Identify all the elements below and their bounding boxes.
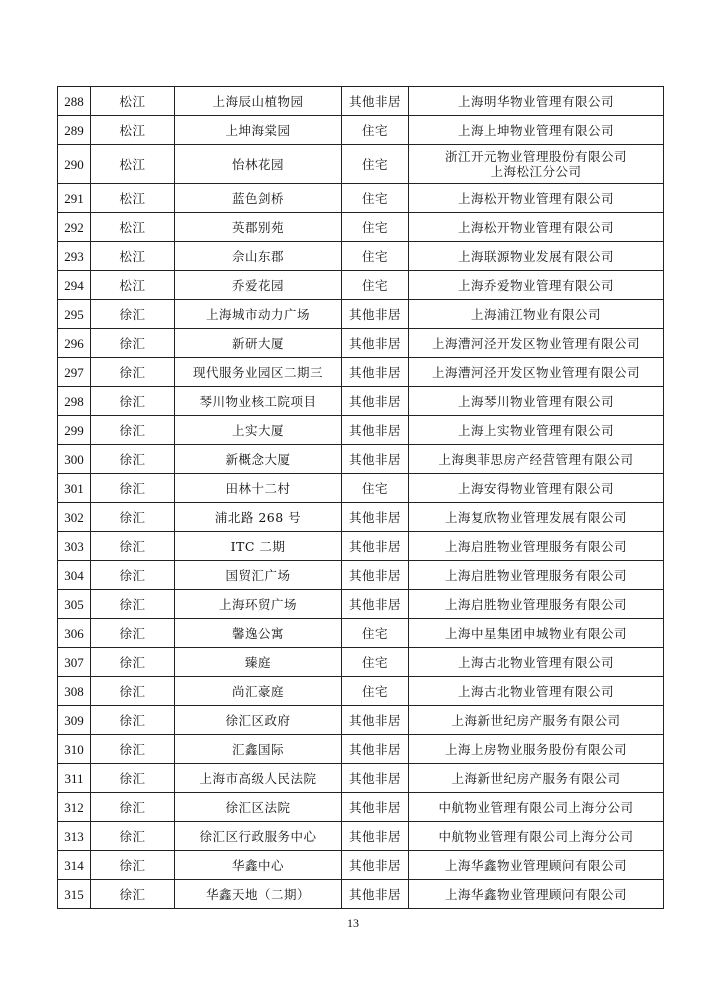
district-cell: 徐汇 (91, 387, 175, 416)
management-company-cell: 上海漕河泾开发区物业管理有限公司 (409, 329, 664, 358)
row-number-cell: 309 (58, 706, 91, 735)
row-number-cell: 293 (58, 242, 91, 271)
management-company-cell: 上海启胜物业管理服务有限公司 (409, 532, 664, 561)
property-name-cell: 上坤海棠园 (175, 116, 342, 145)
property-name-cell: 英郡别苑 (175, 213, 342, 242)
district-cell: 徐汇 (91, 793, 175, 822)
property-type-cell: 其他非居 (342, 764, 409, 793)
row-number-cell: 299 (58, 416, 91, 445)
district-cell: 徐汇 (91, 822, 175, 851)
property-name-cell: 馨逸公寓 (175, 619, 342, 648)
district-cell: 徐汇 (91, 735, 175, 764)
table-row (58, 503, 664, 532)
district-cell: 徐汇 (91, 329, 175, 358)
district-cell: 松江 (91, 213, 175, 242)
property-name-cell: 臻庭 (175, 648, 342, 677)
property-type-cell: 住宅 (342, 619, 409, 648)
district-cell: 徐汇 (91, 677, 175, 706)
district-cell: 徐汇 (91, 358, 175, 387)
property-name-cell: 上实大厦 (175, 416, 342, 445)
management-company-cell: 上海安得物业管理有限公司 (409, 474, 664, 503)
property-type-cell: 住宅 (342, 213, 409, 242)
table-row (58, 329, 664, 358)
property-type-cell: 住宅 (342, 116, 409, 145)
row-number-cell: 294 (58, 271, 91, 300)
row-number-cell: 298 (58, 387, 91, 416)
table-row (58, 145, 664, 184)
table-row (58, 300, 664, 329)
property-name-cell: 琴川物业核工院项目 (175, 387, 342, 416)
property-type-cell: 其他非居 (342, 706, 409, 735)
district-cell: 松江 (91, 271, 175, 300)
table-row (58, 532, 664, 561)
property-type-cell: 其他非居 (342, 532, 409, 561)
management-company-cell: 上海琴川物业管理有限公司 (409, 387, 664, 416)
property-type-cell: 其他非居 (342, 590, 409, 619)
table-row (58, 416, 664, 445)
district-cell: 松江 (91, 242, 175, 271)
table-row (58, 793, 664, 822)
property-name-cell: 尚汇豪庭 (175, 677, 342, 706)
property-type-cell: 住宅 (342, 677, 409, 706)
management-company-cell: 上海新世纪房产服务有限公司 (409, 764, 664, 793)
table-row (58, 677, 664, 706)
row-number-cell: 303 (58, 532, 91, 561)
management-company-cell: 上海奥菲思房产经营管理有限公司 (409, 445, 664, 474)
property-name-cell: 乔爱花园 (175, 271, 342, 300)
row-number-cell: 301 (58, 474, 91, 503)
row-number-cell: 290 (58, 145, 91, 184)
property-type-cell: 其他非居 (342, 87, 409, 116)
row-number-cell: 313 (58, 822, 91, 851)
property-type-cell: 其他非居 (342, 735, 409, 764)
management-company-cell: 上海复欣物业管理发展有限公司 (409, 503, 664, 532)
row-number-cell: 289 (58, 116, 91, 145)
property-name-cell: 新概念大厦 (175, 445, 342, 474)
property-type-cell: 其他非居 (342, 300, 409, 329)
management-company-cell: 上海明华物业管理有限公司 (409, 87, 664, 116)
property-table (57, 86, 664, 909)
management-company-cell: 上海启胜物业管理服务有限公司 (409, 561, 664, 590)
management-company-cell: 上海新世纪房产服务有限公司 (409, 706, 664, 735)
table-row (58, 242, 664, 271)
row-number-cell: 297 (58, 358, 91, 387)
management-company-cell: 上海上房物业服务股份有限公司 (409, 735, 664, 764)
property-type-cell: 住宅 (342, 145, 409, 184)
management-company-cell: 上海上实物业管理有限公司 (409, 416, 664, 445)
property-name-cell: 汇鑫国际 (175, 735, 342, 764)
property-name-cell: 徐汇区法院 (175, 793, 342, 822)
property-type-cell: 住宅 (342, 271, 409, 300)
row-number-cell: 314 (58, 851, 91, 880)
table-row (58, 735, 664, 764)
property-name-cell: 上海环贸广场 (175, 590, 342, 619)
table-row (58, 184, 664, 213)
management-company-cell: 浙江开元物业管理股份有限公司 上海松江分公司 (409, 145, 664, 184)
row-number-cell: 311 (58, 764, 91, 793)
row-number-cell: 302 (58, 503, 91, 532)
row-number-cell: 295 (58, 300, 91, 329)
property-type-cell: 其他非居 (342, 358, 409, 387)
management-company-cell: 中航物业管理有限公司上海分公司 (409, 793, 664, 822)
table-row (58, 213, 664, 242)
table-row (58, 116, 664, 145)
property-type-cell: 其他非居 (342, 793, 409, 822)
district-cell: 徐汇 (91, 503, 175, 532)
property-name-cell: 新研大厦 (175, 329, 342, 358)
row-number-cell: 296 (58, 329, 91, 358)
table-row (58, 271, 664, 300)
row-number-cell: 308 (58, 677, 91, 706)
district-cell: 徐汇 (91, 764, 175, 793)
district-cell: 松江 (91, 87, 175, 116)
table-row (58, 851, 664, 880)
management-company-cell: 上海松开物业管理有限公司 (409, 184, 664, 213)
district-cell: 徐汇 (91, 300, 175, 329)
district-cell: 徐汇 (91, 619, 175, 648)
property-type-cell: 住宅 (342, 242, 409, 271)
table-row (58, 590, 664, 619)
district-cell: 徐汇 (91, 561, 175, 590)
property-table-body (58, 87, 664, 909)
management-company-cell: 上海乔爱物业管理有限公司 (409, 271, 664, 300)
table-row (58, 445, 664, 474)
management-company-cell: 上海上坤物业管理有限公司 (409, 116, 664, 145)
management-company-cell: 上海古北物业管理有限公司 (409, 677, 664, 706)
district-cell: 徐汇 (91, 590, 175, 619)
property-name-cell: 华鑫中心 (175, 851, 342, 880)
row-number-cell: 304 (58, 561, 91, 590)
property-name-cell: 怡林花园 (175, 145, 342, 184)
table-row (58, 387, 664, 416)
district-cell: 徐汇 (91, 445, 175, 474)
table-row (58, 561, 664, 590)
property-name-cell: 上海城市动力广场 (175, 300, 342, 329)
property-name-cell: 华鑫天地（二期） (175, 880, 342, 909)
property-type-cell: 其他非居 (342, 329, 409, 358)
district-cell: 徐汇 (91, 648, 175, 677)
district-cell: 松江 (91, 116, 175, 145)
property-type-cell: 其他非居 (342, 416, 409, 445)
management-company-cell: 上海漕河泾开发区物业管理有限公司 (409, 358, 664, 387)
table-row (58, 706, 664, 735)
property-name-cell: 佘山东郡 (175, 242, 342, 271)
page-number: 13 (347, 916, 359, 930)
table-row (58, 87, 664, 116)
table-row (58, 880, 664, 909)
property-type-cell: 其他非居 (342, 880, 409, 909)
table-row (58, 822, 664, 851)
management-company-cell: 上海华鑫物业管理顾问有限公司 (409, 851, 664, 880)
property-type-cell: 其他非居 (342, 445, 409, 474)
district-cell: 徐汇 (91, 416, 175, 445)
row-number-cell: 288 (58, 87, 91, 116)
property-name-cell: 徐汇区政府 (175, 706, 342, 735)
property-type-cell: 住宅 (342, 474, 409, 503)
property-name-cell: 国贸汇广场 (175, 561, 342, 590)
table-row (58, 358, 664, 387)
district-cell: 徐汇 (91, 706, 175, 735)
management-company-cell: 中航物业管理有限公司上海分公司 (409, 822, 664, 851)
management-company-cell: 上海启胜物业管理服务有限公司 (409, 590, 664, 619)
property-type-cell: 其他非居 (342, 387, 409, 416)
management-company-cell: 上海中星集团申城物业有限公司 (409, 619, 664, 648)
row-number-cell: 307 (58, 648, 91, 677)
property-name-cell: 上海市高级人民法院 (175, 764, 342, 793)
property-type-cell: 其他非居 (342, 503, 409, 532)
management-company-cell: 上海浦江物业有限公司 (409, 300, 664, 329)
row-number-cell: 291 (58, 184, 91, 213)
row-number-cell: 300 (58, 445, 91, 474)
table-row (58, 619, 664, 648)
management-company-cell: 上海华鑫物业管理顾问有限公司 (409, 880, 664, 909)
row-number-cell: 292 (58, 213, 91, 242)
management-company-cell: 上海古北物业管理有限公司 (409, 648, 664, 677)
management-company-cell: 上海松开物业管理有限公司 (409, 213, 664, 242)
row-number-cell: 305 (58, 590, 91, 619)
property-type-cell: 其他非居 (342, 561, 409, 590)
row-number-cell: 310 (58, 735, 91, 764)
property-type-cell: 住宅 (342, 648, 409, 677)
table-row (58, 648, 664, 677)
property-type-cell: 其他非居 (342, 851, 409, 880)
property-name-cell: 蓝色剑桥 (175, 184, 342, 213)
district-cell: 徐汇 (91, 532, 175, 561)
district-cell: 徐汇 (91, 851, 175, 880)
property-name-cell: 徐汇区行政服务中心 (175, 822, 342, 851)
table-row (58, 474, 664, 503)
property-type-cell: 住宅 (342, 184, 409, 213)
table-row (58, 764, 664, 793)
district-cell: 松江 (91, 145, 175, 184)
row-number-cell: 315 (58, 880, 91, 909)
property-name-cell: 上海辰山植物园 (175, 87, 342, 116)
property-name-cell: 现代服务业园区二期三 (175, 358, 342, 387)
district-cell: 松江 (91, 184, 175, 213)
property-name-cell: 浦北路 268 号 (175, 503, 342, 532)
property-name-cell: ITC 二期 (175, 532, 342, 561)
district-cell: 徐汇 (91, 474, 175, 503)
property-name-cell: 田林十二村 (175, 474, 342, 503)
row-number-cell: 312 (58, 793, 91, 822)
property-type-cell: 其他非居 (342, 822, 409, 851)
district-cell: 徐汇 (91, 880, 175, 909)
management-company-cell: 上海联源物业发展有限公司 (409, 242, 664, 271)
row-number-cell: 306 (58, 619, 91, 648)
